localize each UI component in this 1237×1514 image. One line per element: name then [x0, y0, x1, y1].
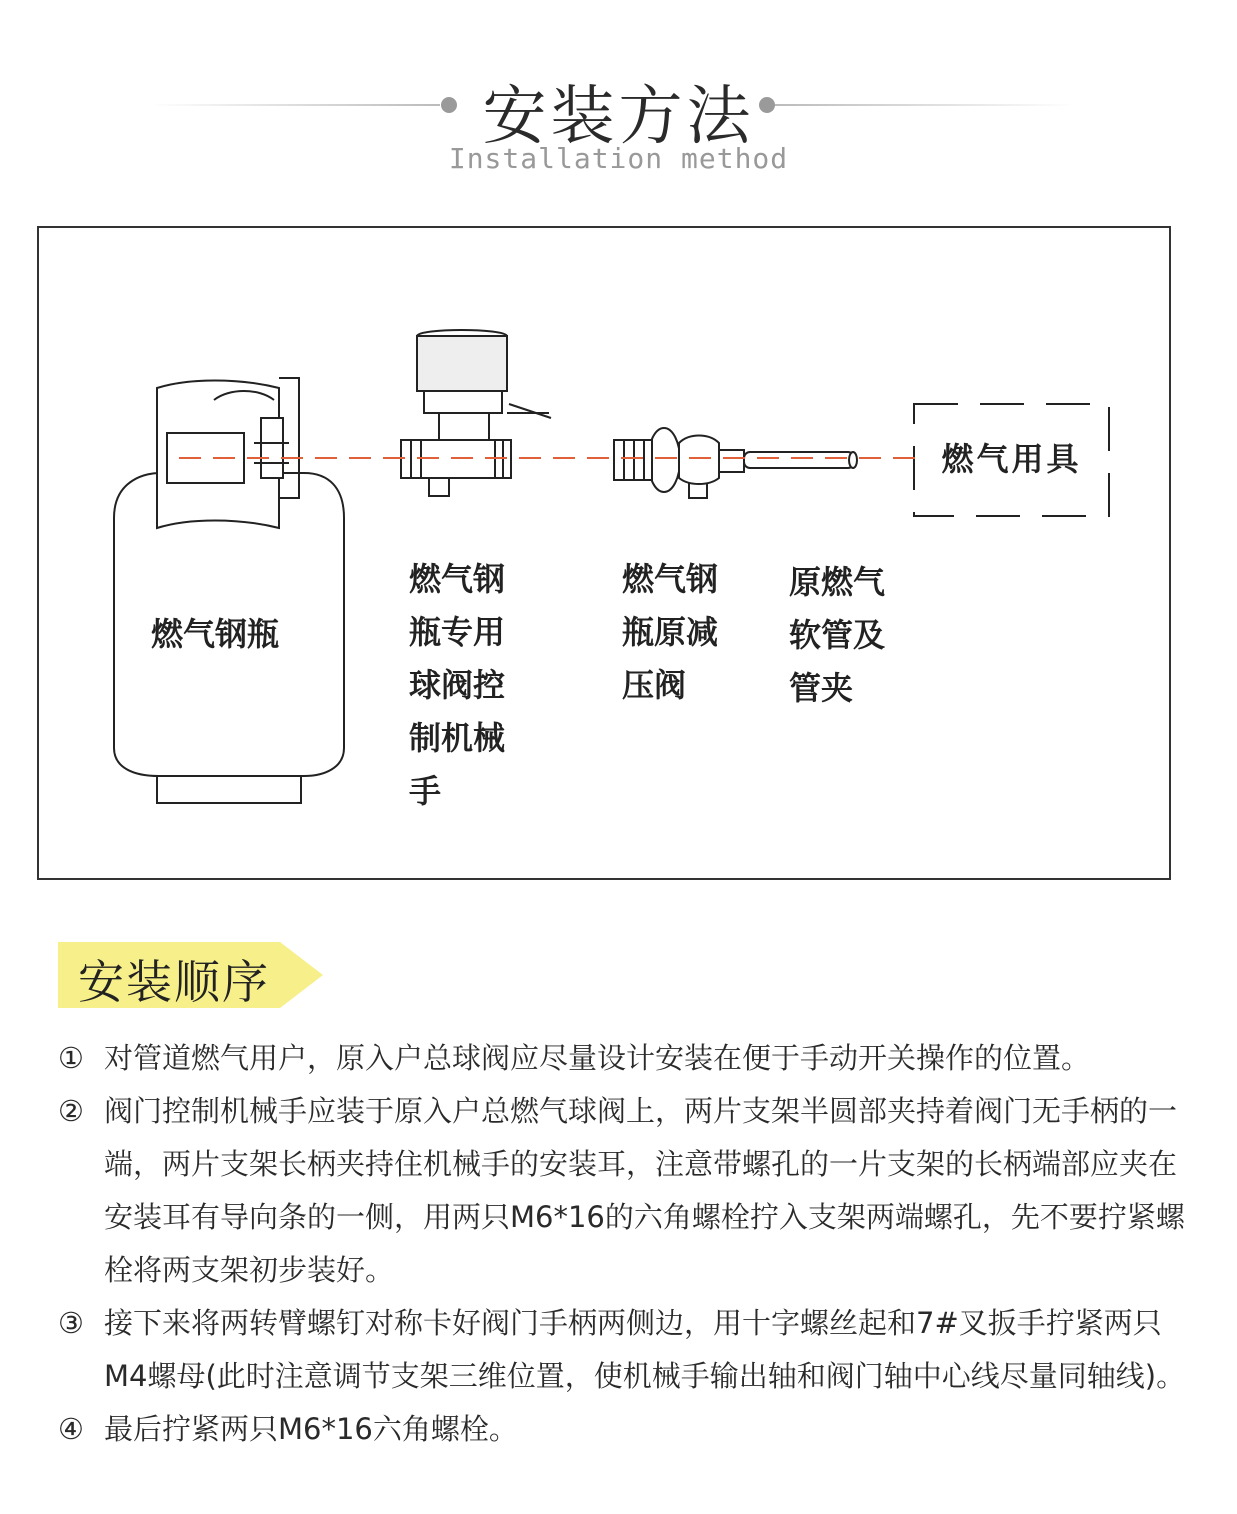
hose-label-line: 原燃气 — [789, 563, 886, 601]
section-title: 安装顺序 — [78, 955, 270, 1009]
step-number: ③ — [58, 1306, 84, 1340]
page-header — [0, 60, 1237, 190]
list-item — [58, 1032, 1188, 1085]
list-item — [58, 1403, 1188, 1456]
valve-label — [409, 553, 505, 818]
step-number: ① — [58, 1041, 84, 1075]
valve-label-line: 瓶专用 — [409, 613, 506, 651]
list-item — [58, 1085, 1188, 1297]
hose-label-line: 管夹 — [789, 669, 854, 707]
step-text: 阀门控制机械手应装于原入户总燃气球阀上，两片支架半圆部夹持着阀门无手柄的一端，两片支架长柄夹持住机械手的安装耳，注意带螺孔的一片支架的长柄端部应夹在安装耳有导向条的一侧，用两只M6*16的六角螺栓拧入支架两端螺孔，先不要拧紧螺栓将两支架初步装好。 — [104, 1094, 1185, 1287]
valve-label-line: 球阀控 — [409, 666, 506, 704]
list-item — [58, 1297, 1188, 1403]
regulator-label-line: 燃气钢 — [622, 560, 719, 598]
section-tag — [58, 942, 323, 1008]
cylinder-label: 燃气钢瓶 — [151, 615, 280, 653]
step-text: 最后拧紧两只M6*16六角螺栓。 — [104, 1412, 518, 1446]
ball-valve-manipulator-illustration — [401, 330, 551, 496]
regulator-label — [622, 553, 718, 712]
gas-cylinder-illustration — [114, 378, 344, 803]
appliance-label: 燃气用具 — [941, 440, 1082, 478]
step-text: 接下来将两转臂螺钉对称卡好阀门手柄两侧边，用十字螺丝起和7#叉扳手拧紧两只M4螺母(此时注意调节支架三维位置，使机械手输出轴和阀门轴中心线尽量同轴线)。 — [104, 1306, 1186, 1393]
hose-label-line: 软管及 — [789, 616, 886, 654]
step-number: ② — [58, 1094, 84, 1128]
page-subtitle: Installation method — [448, 142, 789, 175]
page-title: 安装方法 — [482, 80, 755, 154]
step-number: ④ — [58, 1412, 84, 1446]
diagram-drawing — [39, 228, 1173, 882]
header-dot-right — [759, 97, 775, 113]
installation-diagram — [37, 226, 1171, 880]
steps-list — [58, 1032, 1188, 1456]
valve-label-line: 燃气钢 — [409, 560, 506, 598]
hose-label — [789, 556, 885, 715]
regulator-label-line: 瓶原减 — [622, 613, 719, 651]
appliance-box — [914, 404, 1109, 516]
valve-label-line: 制机械 — [409, 719, 506, 757]
valve-label-line: 手 — [409, 772, 442, 810]
regulator-label-line: 压阀 — [622, 666, 687, 704]
step-text: 对管道燃气用户，原入户总球阀应尽量设计安装在便于手动开关操作的位置。 — [104, 1041, 1091, 1075]
header-divider-right — [775, 104, 1075, 106]
pressure-regulator-illustration — [614, 428, 857, 498]
